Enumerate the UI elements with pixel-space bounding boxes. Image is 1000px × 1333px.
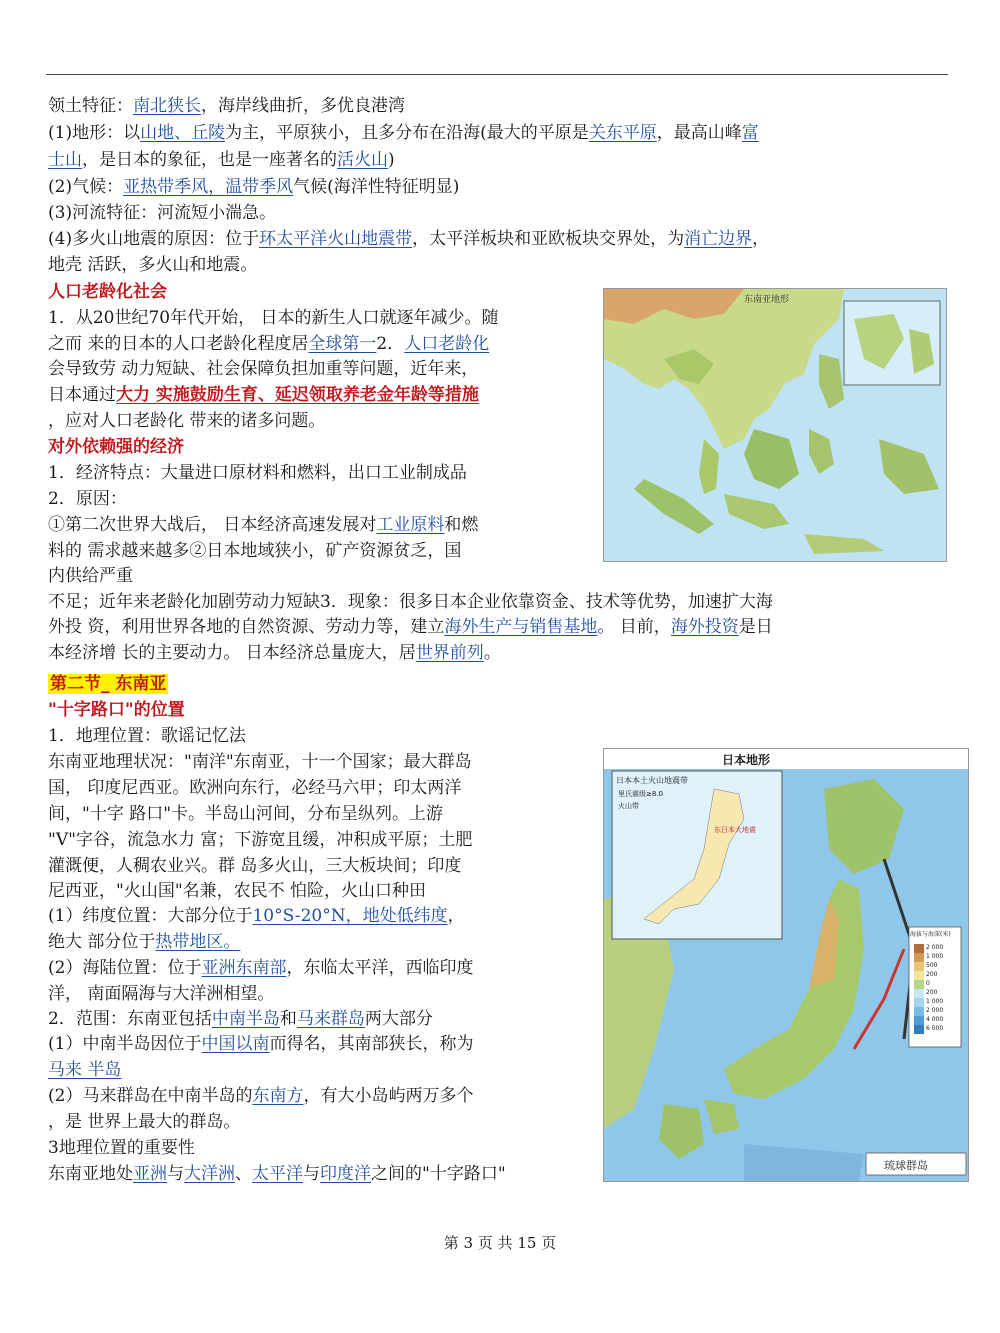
aging-line-2: 之而 来的日本的人口老龄化程度居全球第一2．人口老龄化 [48,334,490,354]
economy-line-2: 2．原因： [48,489,127,509]
economy-line-5: 内供给严重 [48,566,133,586]
sea-line-16: ，是 世界上最大的群岛。 [48,1112,241,1132]
economy-line-4: 料的 需求越来越多②日本地域狭小，矿产资源贫乏，国 [48,541,462,561]
header-rule [46,74,948,75]
southeast-asia-map-graphic [604,289,946,561]
legend-volcano: 火山带 [618,802,639,810]
japan-map-title: 日本地形 [722,753,771,767]
sea-line-13: (1）中南半岛因位于中国以南而得名，其南部狭长，称为 [48,1034,474,1054]
sea-line-4: 间，"十字 路口"卡。半岛山河间，分布呈纵列。上游 [48,804,444,824]
sea-line-9: 绝大 部分位于热带地区。 [48,932,241,952]
sea-line-11: 洋， 南面隔海与大洋洲相望。 [48,984,275,1004]
territory-line-5: (3)河流特征：河流短小湍急。 [48,203,277,223]
economy-heading: 对外依赖强的经济 [48,437,184,457]
sea-line-12: 2．范围：东南亚包括中南半岛和马来群岛两大部分 [48,1009,433,1029]
sea-line-2: 东南亚地理状况："南洋"东南亚，十一个国家；最大群岛 [48,752,472,772]
sea-line-1: 1．地理位置：歌谣记忆法 [48,726,246,746]
aging-line-5: ，应对人口老龄化 带来的诸多问题。 [48,411,326,431]
section-heading: 第二节_ 东南亚 [50,674,167,694]
sea-line-6: 灌溉便，人稠农业兴。群 岛多火山，三大板块间；印度 [48,856,462,876]
japan-map-graphic [604,749,968,1181]
economy-line-7: 外投 资，利用世界各地的自然资源、劳动力等，建立海外生产与销售基地。 目前，海外投资是日 [48,617,773,637]
legend-quake: 里氏震级≥8.0 [618,790,663,798]
sea-line-3: 国， 印度尼西亚。欧洲向东行，必经马六甲；印太两洋 [48,778,462,798]
aging-line-3: 会导致劳 动力短缺、社会保障负担加重等问题，近年来， [48,359,479,379]
sea-line-7: 尼西亚，"火山国"名兼，农民不 怕险，火山口种田 [48,881,427,901]
ryukyu-label: 琉球群岛 [884,1159,928,1172]
sea-line-8: (1）纬度位置：大部分位于10°S-20°N，地处低纬度， [48,906,465,926]
economy-line-8: 本经济增 长的主要动力。 日本经济总量庞大，居世界前列。 [48,643,501,663]
sea-line-18: 东南亚地处亚洲与大洋洲、太平洋与印度洋之间的"十字路口" [48,1164,506,1184]
elevation-legend-values: 2 000 1 000 500 200 0 200 1 000 2 000 4 000 6 000 [926,944,944,1032]
elevation-legend-title: 海拔与海深(米) [910,931,951,938]
territory-line-6: (4)多火山地震的原因：位于环太平洋火山地震带，太平洋板块和亚欧板块交界处，为消亡边界， [48,229,770,249]
southeast-asia-map-title: 东南亚地形 [744,295,790,305]
aging-line-4: 日本通过大力 实施鼓励生育、延迟领取养老金年龄等措施 [48,385,479,405]
sea-line-14: 马来 半岛 [48,1060,122,1080]
inset-earthquake-label: 东日本大地震 [714,826,756,834]
page-footer: 第 3 页 共 15 页 [443,1234,557,1252]
sea-line-17: 3地理位置的重要性 [48,1138,195,1158]
southeast-asia-map [603,288,947,562]
territory-line-3: 士山，是日本的象征，也是一座著名的活火山) [48,150,395,170]
sea-line-10: (2）海陆位置：位于亚洲东南部，东临太平洋，西临印度 [48,958,474,978]
economy-line-6: 不足；近年来老龄化加剧劳动力短缺3．现象：很多日本企业依靠资金、技术等优势，加速扩大海 [48,592,773,612]
territory-line-4: (2)气候：亚热带季风，温带季风气候(海洋性特征明显) [48,177,460,197]
crossroads-heading: "十字路口"的位置 [48,700,185,720]
territory-line-2: (1)地形：以山地、丘陵为主，平原狭小，且多分布在沿海(最大的平原是关东平原，最高山峰富 [48,123,759,143]
territory-line-7: 地壳 活跃，多火山和地震。 [48,255,258,275]
territory-line-1: 领土特征：南北狭长，海岸线曲折，多优良港湾 [48,96,405,116]
aging-line-1: 1．从20世纪70年代开始， 日本的新生人口就逐年减少。随 [48,308,499,328]
economy-line-3: ①第二次世界大战后， 日本经济高速发展对工业原料和燃 [48,515,479,535]
japan-map [603,748,969,1182]
sea-line-15: (2）马来群岛在中南半岛的东南方，有大小岛屿两万多个 [48,1086,474,1106]
aging-heading: 人口老龄化社会 [48,282,167,302]
sea-line-5: "V"字谷，流急水力 富；下游宽且缓，冲积成平原；土肥 [48,830,473,850]
japan-inset-title: 日本本土火山地震带 [616,776,688,785]
economy-line-1: 1．经济特点：大量进口原材料和燃料，出口工业制成品 [48,463,467,483]
